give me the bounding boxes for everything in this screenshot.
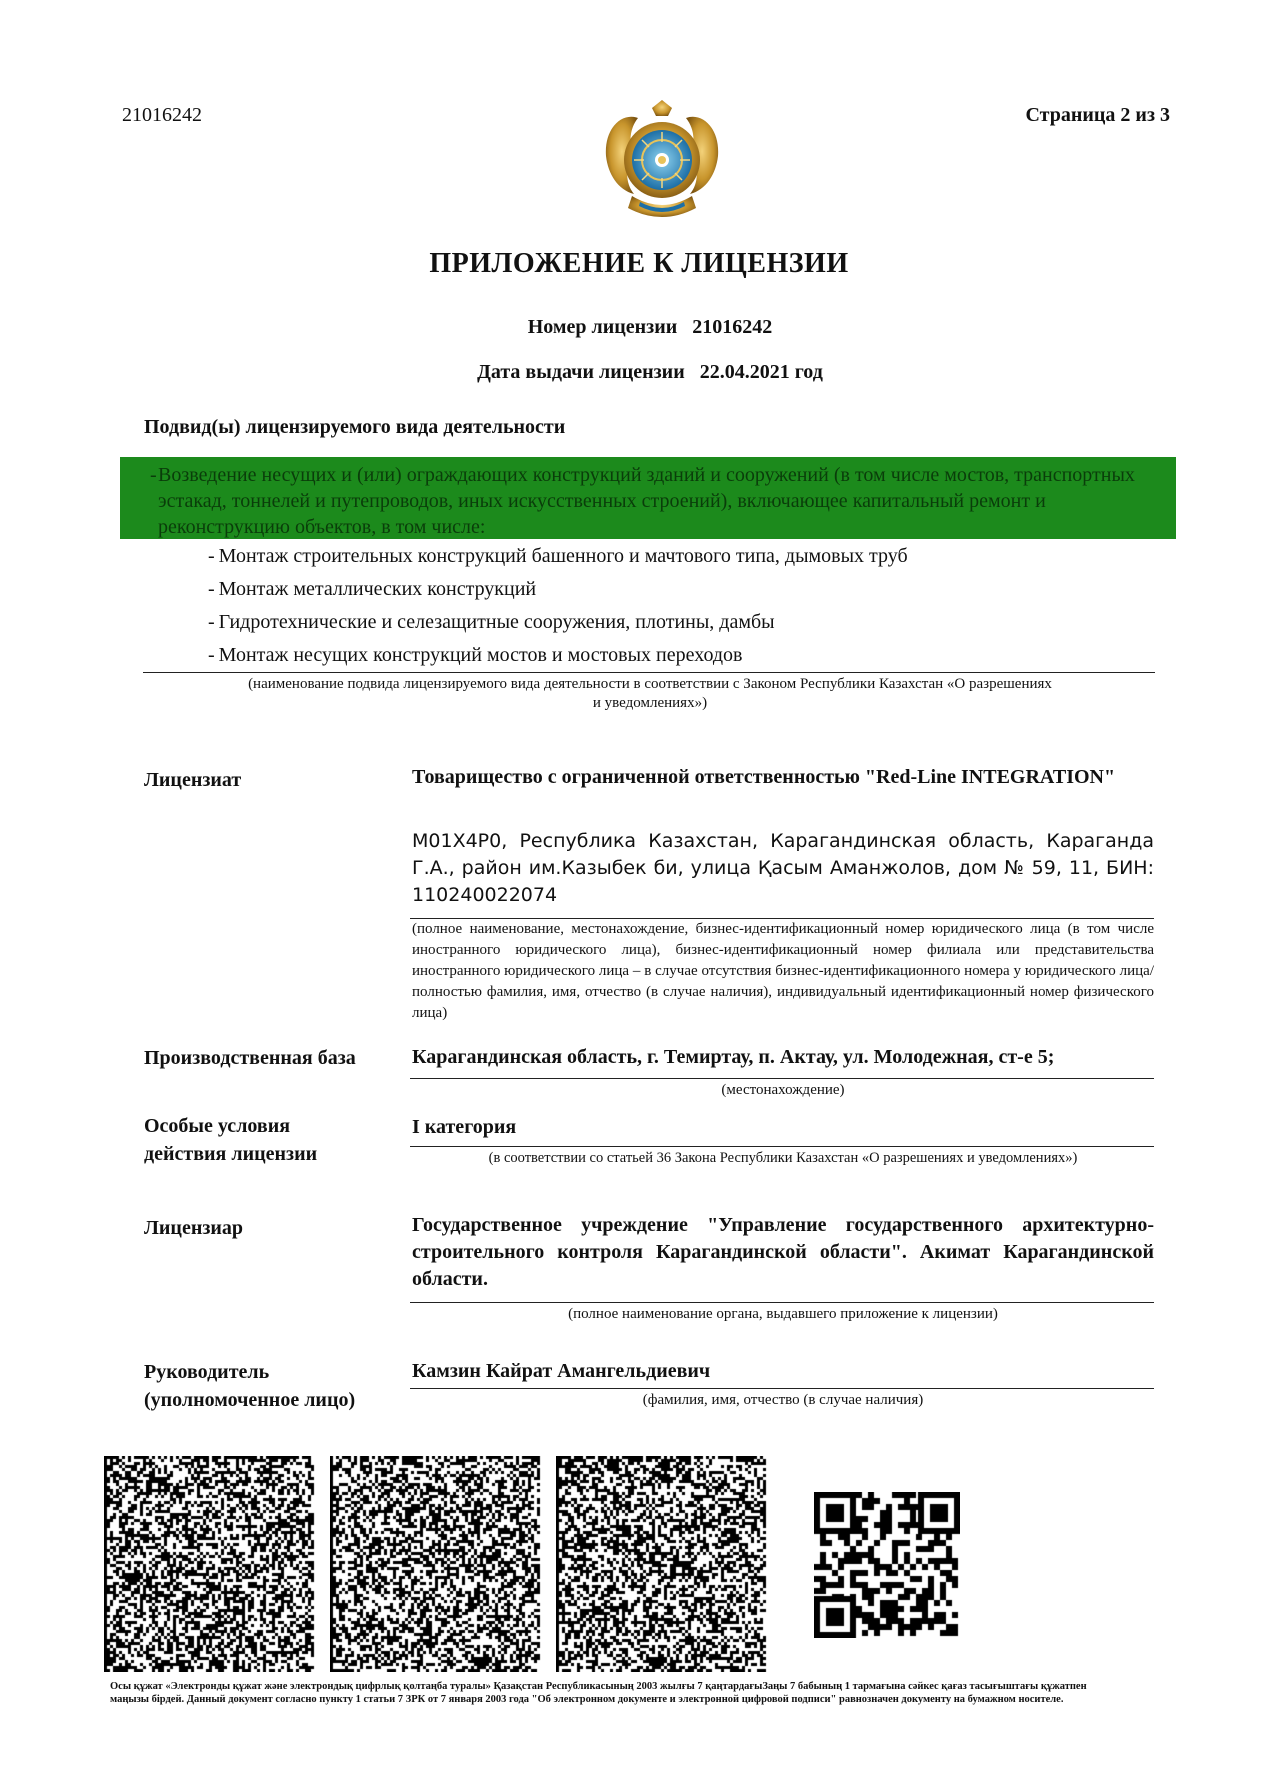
divider <box>410 1302 1154 1303</box>
list-item: - Монтаж строительных конструкций башенного и мачтового типа, дымовых труб <box>208 545 908 567</box>
head-name: Камзин Кайрат Амангельдиевич <box>412 1360 711 1382</box>
license-number: Номер лицензии 21016242 <box>527 316 773 338</box>
subtype-main-text: Возведение несущих и (или) ограждающих конструкций зданий и сооружений (в том числе мостов, транспортных эстакад, тоннелей и путепроводов, иных искусственных строений), включающее капитальный ремонт и реконструкцию объектов, в том числе: <box>158 464 1135 538</box>
licensee-note: (полное наименование, местонахождение, бизнес-идентификационный номер юридического лица (в том числе иностранного юридического лица), бизнес-идентификационный номер филиала или представительства иностранного юридического лица – в случае отсутствия бизнес-идентификационного номера у юридического лица/полностью фамилия, имя, отчество (в случае наличия), индивидуальный идентификационный номер физического лица) <box>412 921 1154 1021</box>
divider <box>410 1146 1154 1147</box>
licensor-note: (полное наименование органа, выдавшего приложение к лицензии) <box>568 1306 998 1322</box>
production-base-note: (местонахождение) <box>721 1082 845 1098</box>
head-note: (фамилия, имя, отчество (в случае наличия) <box>642 1392 924 1408</box>
production-base-label: Производственная база <box>144 1047 356 1069</box>
special-conditions-value: I категория <box>412 1116 517 1138</box>
list-item: - Гидротехнические и селезащитные сооружения, плотины, дамбы <box>208 611 775 633</box>
licensee-name: Товарищество с ограниченной ответственностью "Red-Line INTEGRATION" <box>412 766 1116 788</box>
special-conditions-label: Особые условия действия лицензии <box>144 1115 318 1165</box>
subtype-note: (наименование подвида лицензируемого вида деятельности в соответствии с Законом Республики Казахстан «О разрешениях и уведомлениях») <box>248 676 1052 711</box>
licensee-label: Лицензиат <box>144 769 242 791</box>
document-number: 21016242 <box>122 104 202 126</box>
divider <box>143 672 1155 673</box>
qr-code-1 <box>104 1456 316 1677</box>
licensor-value: Государственное учреждение "Управление государственного архитектурно-строительного контроля Карагандинской области". Акимат Карагандинской области. <box>412 1214 1154 1290</box>
subtype-heading: Подвид(ы) лицензируемого вида деятельности <box>144 416 566 438</box>
licensee-address: M01X4P0, Республика Казахстан, Карагандинская область, Караганда Г.А., район им.Казыбек би, улица Қасым Аманжолов, дом № 59, 11, БИН: 110240022074 <box>412 830 1154 906</box>
qr-code-2 <box>330 1456 542 1677</box>
divider <box>410 1388 1154 1389</box>
qr-code-3 <box>556 1456 768 1677</box>
qr-code-4 <box>814 1492 960 1643</box>
special-conditions-note: (в соответствии со статьей 36 Закона Республики Казахстан «О разрешениях и уведомлениях») <box>488 1150 1078 1166</box>
production-base-value: Карагандинская область, г. Темиртау, п. Актау, ул. Молодежная, ст-е 5; <box>412 1046 1055 1068</box>
license-issue-date: Дата выдачи лицензии 22.04.2021 год <box>477 361 823 383</box>
subtype-main-item <box>150 462 1168 540</box>
list-item: - Монтаж несущих конструкций мостов и мостовых переходов <box>208 644 743 666</box>
state-emblem-icon <box>600 98 724 226</box>
head-label: Руководитель (уполномоченное лицо) <box>144 1361 356 1411</box>
divider <box>410 1078 1154 1079</box>
licensor-label: Лицензиар <box>144 1217 244 1239</box>
page-title: ПРИЛОЖЕНИЕ К ЛИЦЕНЗИИ <box>429 248 849 279</box>
page-indicator: Страница 2 из 3 <box>1025 104 1170 126</box>
list-item: - Монтаж металлических конструкций <box>208 578 537 600</box>
legal-footer: Осы құжат «Электронды құжат және электрондық цифрлық қолтаңба туралы» Қазақстан Республикасының 2003 жылғы 7 қаңтардағыЗаңы 7 бабының 1 тармағына сәйкес қағаз тасығыштағы құжатпен маңызы бірдей. Данный документ согласно пункту 1 статьи 7 ЗРК от 7 января 2003 года "Об электронном документе и электронной цифровой подписи" равнозначен документу на бумажном носителе. <box>110 1681 1087 1705</box>
dash-marker: - <box>150 464 157 486</box>
